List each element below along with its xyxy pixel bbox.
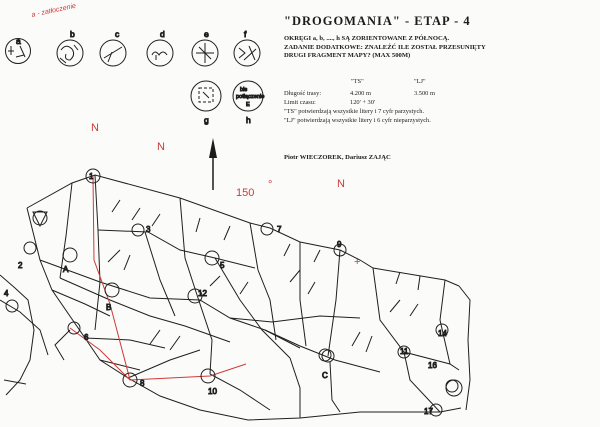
control-number: 4 bbox=[4, 289, 9, 298]
control-point-D bbox=[33, 211, 47, 226]
instruction-line: ZADANIE DODATKOWE: ZNALEŹĆ ILE ZOSTAŁ PRZESUNIĘTY bbox=[284, 43, 486, 51]
control-letter: A bbox=[63, 265, 69, 274]
control-point-6 bbox=[68, 322, 89, 342]
instruction-line: OKRĘGI a, b, ...., h SĄ ZORIENTOWANE Z PÓŁNOCĄ. bbox=[284, 35, 450, 42]
legend-letter: g bbox=[204, 115, 209, 125]
legend-letter: h bbox=[246, 115, 251, 125]
control-number: 8 bbox=[140, 379, 145, 388]
legend-letter: b bbox=[70, 29, 75, 39]
control-point-3 bbox=[132, 224, 151, 236]
ts-note: "TS" potwierdzają wszystkie litery i 7 cyfr parzystych. bbox=[284, 108, 425, 115]
legend-circle-a bbox=[6, 36, 31, 64]
handwritten-north: N bbox=[91, 122, 99, 134]
handwritten-notes bbox=[31, 3, 360, 268]
column-header-ts: "TS" bbox=[351, 78, 364, 85]
road-network bbox=[0, 175, 470, 420]
control-point-11 bbox=[398, 346, 410, 358]
legend-circle-f bbox=[234, 29, 260, 66]
control-number: 2 bbox=[18, 261, 23, 270]
control-number: 16 bbox=[428, 361, 437, 370]
control-point-C bbox=[319, 349, 331, 380]
control-number: 5 bbox=[220, 261, 225, 270]
control-number: 10 bbox=[208, 387, 217, 396]
control-number: 9 bbox=[337, 240, 342, 249]
north-arrow bbox=[209, 138, 217, 190]
control-number: 1 bbox=[89, 172, 94, 181]
handwritten-note: a - zatłoczenie bbox=[30, 2, 77, 19]
control-points bbox=[4, 169, 462, 416]
legend-letter: d bbox=[160, 29, 165, 39]
handwritten-north: N bbox=[337, 178, 345, 190]
legend-circles bbox=[6, 29, 265, 125]
legend-letter: e bbox=[204, 29, 209, 39]
legend-circle-e bbox=[192, 29, 218, 66]
time-limit-ts: 120' + 30' bbox=[350, 99, 376, 106]
legend-circle-c bbox=[100, 29, 126, 66]
control-letter: C bbox=[322, 371, 328, 380]
control-number: 3 bbox=[146, 225, 151, 234]
time-limit-label: Limit czasu: bbox=[284, 99, 316, 106]
route-length-ts: 4.200 m bbox=[350, 90, 371, 97]
control-number: 12 bbox=[198, 289, 207, 298]
instruction-line: DRUGI FRAGMENT MAPY? (MAX 500M) bbox=[284, 52, 411, 60]
control-number: 7 bbox=[277, 225, 282, 234]
control-point-15 bbox=[446, 380, 458, 392]
control-point-5 bbox=[205, 251, 225, 270]
legend-bis: bis bbox=[240, 87, 248, 93]
control-point-A bbox=[63, 248, 77, 274]
route-length-label: Długość trasy: bbox=[284, 90, 322, 97]
control-point-17 bbox=[424, 404, 442, 416]
control-point-4 bbox=[4, 289, 18, 312]
handwritten-north: N bbox=[157, 141, 165, 153]
control-number: 6 bbox=[84, 333, 89, 342]
handwritten-angle: 150 bbox=[236, 187, 255, 199]
legend-circle-d bbox=[147, 29, 173, 66]
control-point-10 bbox=[201, 369, 217, 396]
legend-letter: a bbox=[16, 36, 21, 46]
legend-circle-h bbox=[233, 81, 264, 125]
handwritten-degree: ° bbox=[268, 179, 273, 191]
legend-letter: c bbox=[115, 29, 120, 39]
column-header-lj: "LJ" bbox=[414, 78, 426, 85]
control-letter: B bbox=[106, 303, 112, 312]
map-title: "DROGOMANIA" - ETAP - 4 bbox=[284, 14, 471, 28]
control-point-16 bbox=[428, 361, 462, 396]
lj-note: "LJ" potwierdzają wszystkie litery i 6 cyfr nieparzystych. bbox=[284, 117, 431, 124]
authors: Piotr WIECZOREK, Dariusz ZAJĄC bbox=[284, 154, 391, 161]
control-number: 14 bbox=[438, 329, 447, 338]
control-point-12 bbox=[188, 289, 207, 303]
control-point-14 bbox=[436, 324, 448, 338]
legend-circle-g bbox=[191, 81, 221, 125]
legend-letter: f bbox=[244, 29, 247, 39]
control-number: 11 bbox=[400, 347, 409, 356]
legend-bis-sub: potłączenie bbox=[236, 94, 265, 100]
legend-bis-letter: E bbox=[246, 102, 250, 108]
control-point-2 bbox=[18, 242, 36, 270]
control-number: 17 bbox=[424, 407, 433, 416]
route-length-lj: 3.500 m bbox=[414, 90, 435, 97]
legend-circle-b bbox=[57, 29, 83, 66]
handwritten-mark: + bbox=[354, 256, 361, 268]
